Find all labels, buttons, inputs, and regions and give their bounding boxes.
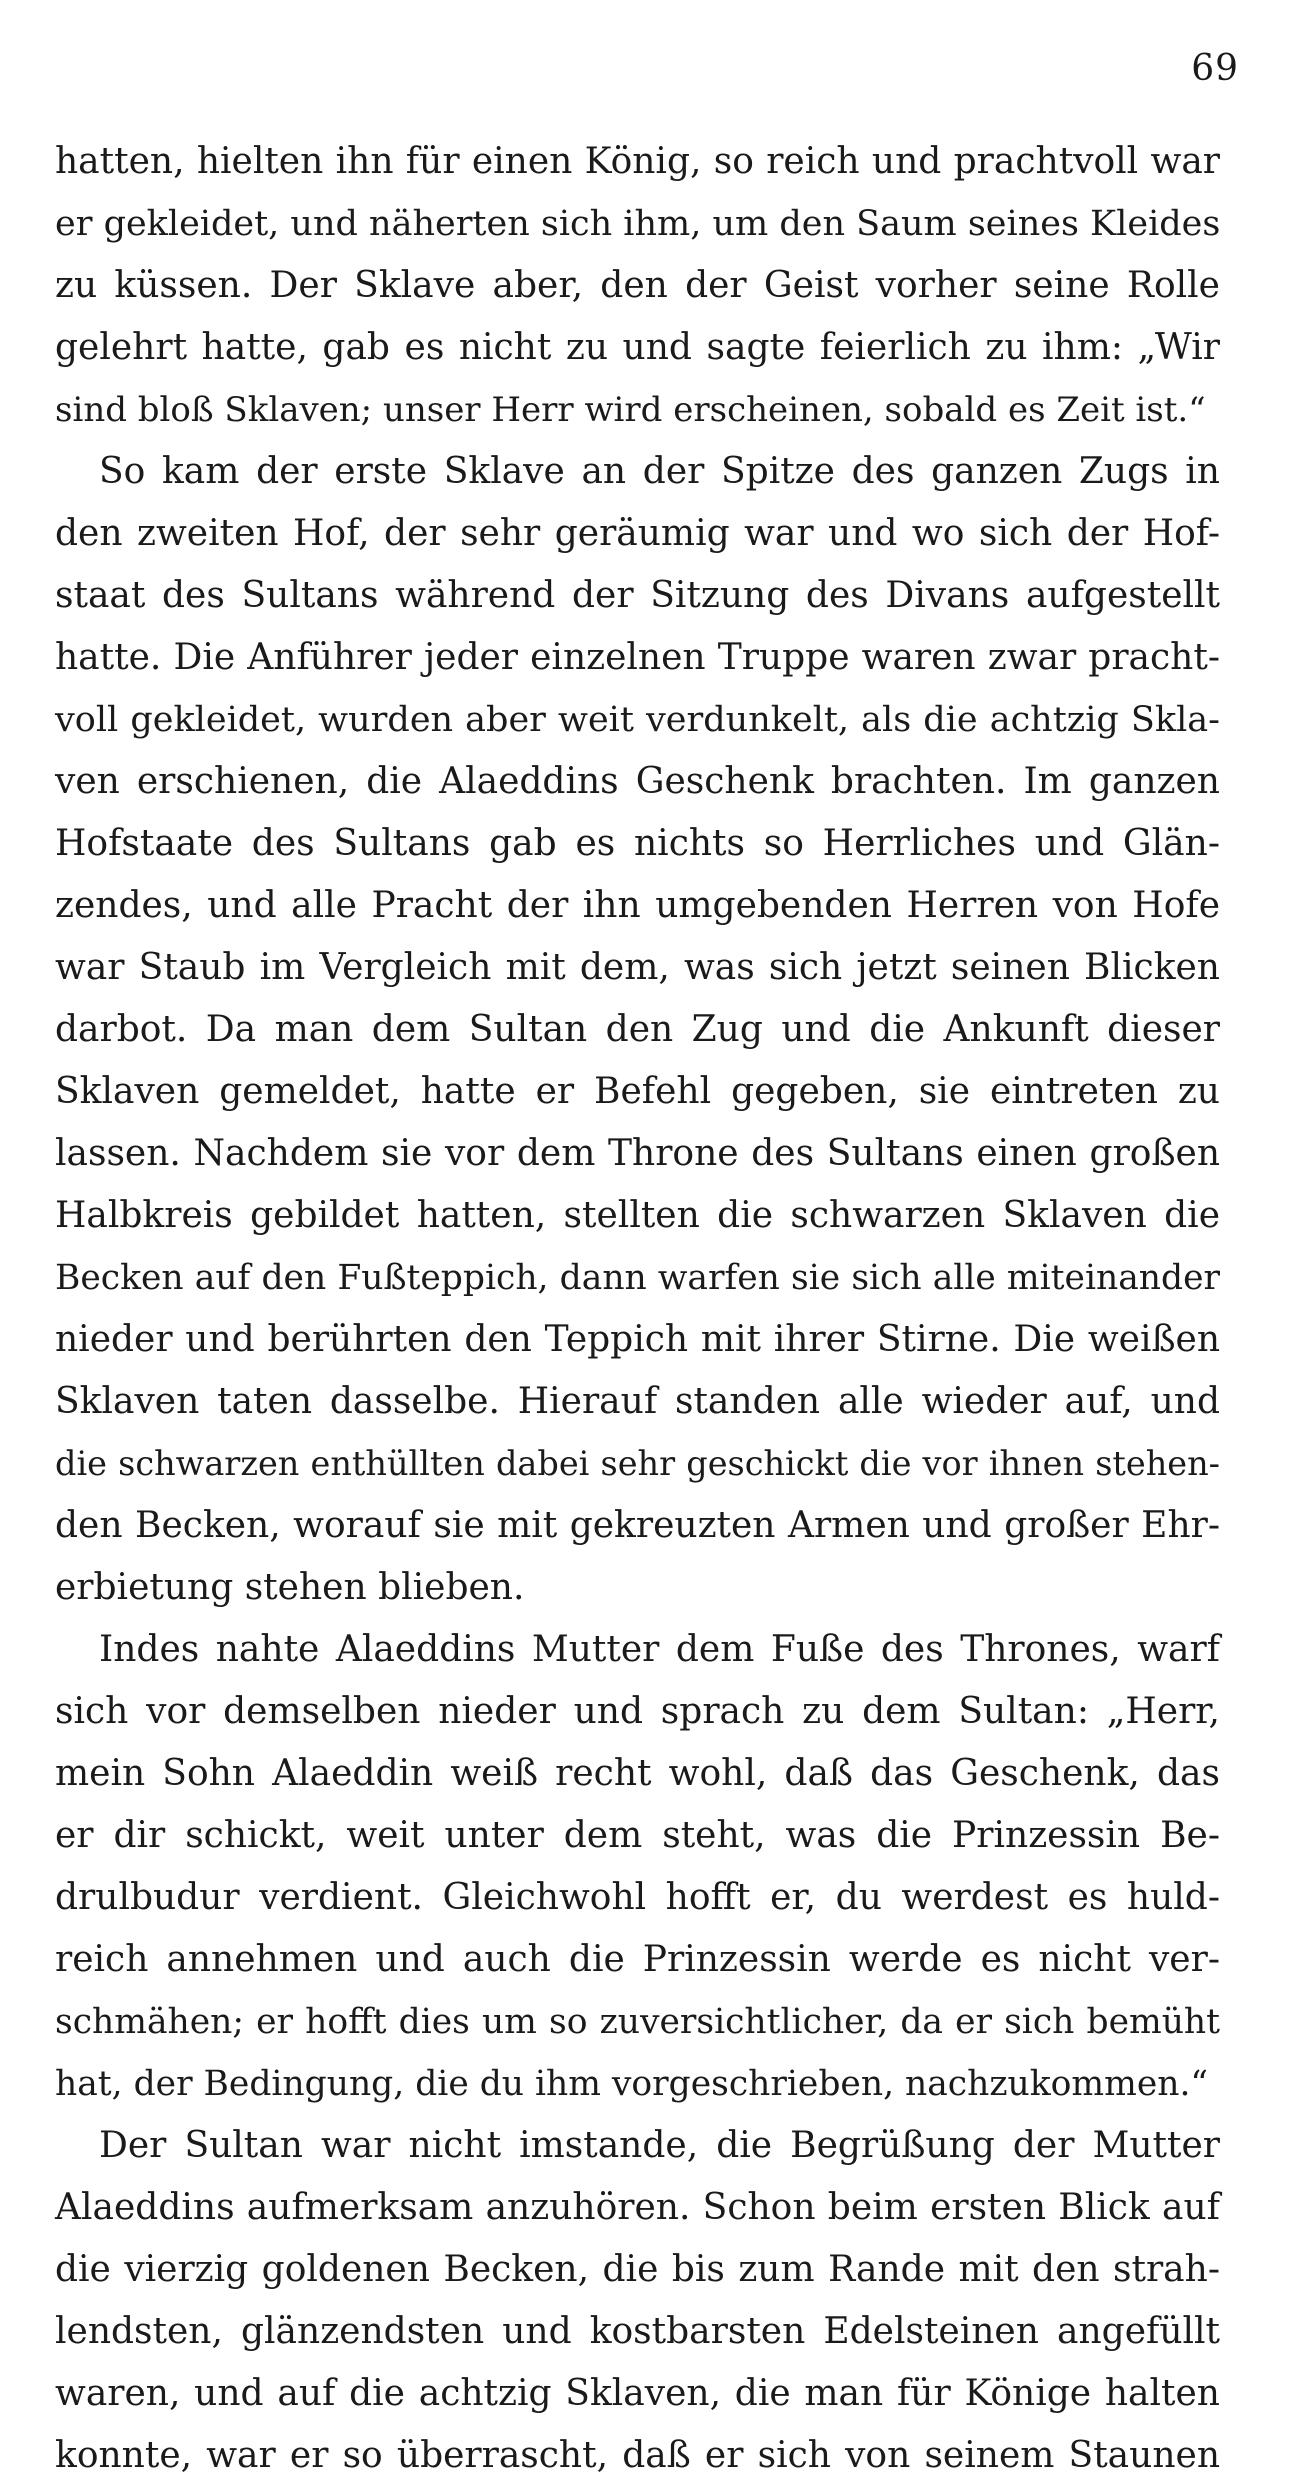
text-line: sich vor demselben nieder und sprach zu dem Sultan: „Herr,	[55, 1691, 1220, 1732]
text-line: staat des Sultans während der Sitzung des Divans aufgestellt	[55, 575, 1220, 616]
text-line: ven erschienen, die Alaeddins Geschenk brachten. Im ganzen	[55, 761, 1220, 802]
text-line: hatte. Die Anführer jeder einzelnen Truppe waren zwar pracht-	[55, 637, 1220, 678]
text-line: er dir schickt, weit unter dem steht, was die Prinzessin Be-	[55, 1815, 1220, 1856]
body-text	[55, 131, 1220, 2487]
text-line: konnte, war er so überrascht, daß er sich von seinem Staunen	[55, 2435, 1220, 2476]
text-line: hatten, hielten ihn für einen König, so reich und prachtvoll war	[55, 141, 1220, 182]
text-line: Indes nahte Alaeddins Mutter dem Fuße des Thrones, warf	[99, 1629, 1220, 1670]
text-line: war Staub im Vergleich mit dem, was sich jetzt seinen Blicken	[55, 947, 1220, 988]
text-line: Sklaven gemeldet, hatte er Befehl gegeben, sie eintreten zu	[55, 1071, 1220, 1112]
text-line: drulbudur verdient. Gleichwohl hofft er, du werdest es huld-	[55, 1877, 1220, 1918]
text-line: Halbkreis gebildet hatten, stellten die schwarzen Sklaven die	[55, 1195, 1220, 1236]
text-line: lendsten, glänzendsten und kostbarsten Edelsteinen angefüllt	[55, 2311, 1220, 2352]
text-line: den Becken, worauf sie mit gekreuzten Armen und großer Ehr-	[55, 1505, 1220, 1546]
text-line: sind bloß Sklaven; unser Herr wird erscheinen, sobald es Zeit ist.“	[55, 390, 1206, 430]
text-line: hat, der Bedingung, die du ihm vorgeschrieben, nachzukommen.“	[55, 2064, 1209, 2104]
text-line: nieder und berührten den Teppich mit ihrer Stirne. Die weißen	[55, 1319, 1220, 1360]
text-line: mein Sohn Alaeddin weiß recht wohl, daß das Geschenk, das	[55, 1753, 1220, 1794]
text-line: er gekleidet, und näherten sich ihm, um den Saum seines Kleides	[55, 204, 1221, 244]
text-line: darbot. Da man dem Sultan den Zug und die Ankunft dieser	[55, 1009, 1220, 1050]
text-line: Hofstaate des Sultans gab es nichts so Herrliches und Glän-	[55, 823, 1220, 864]
text-line: Sklaven taten dasselbe. Hierauf standen alle wieder auf, und	[55, 1381, 1220, 1422]
text-line: die schwarzen enthüllten dabei sehr geschickt die vor ihnen stehen-	[55, 1444, 1220, 1483]
text-line: gelehrt hatte, gab es nicht zu und sagte feierlich zu ihm: „Wir	[55, 327, 1220, 368]
text-line: waren, und auf die achtzig Sklaven, die man für Könige halten	[55, 2373, 1220, 2414]
text-line: lassen. Nachdem sie vor dem Throne des Sultans einen großen	[55, 1133, 1220, 1174]
text-line: So kam der erste Sklave an der Spitze des ganzen Zugs in	[99, 451, 1220, 492]
text-line: reich annehmen und auch die Prinzessin werde es nicht ver-	[55, 1939, 1220, 1980]
text-line: Becken auf den Fußteppich, dann warfen sie sich alle miteinander	[55, 1258, 1220, 1298]
text-line: die vierzig goldenen Becken, die bis zum Rande mit den strah-	[55, 2249, 1220, 2290]
text-line: erbietung stehen blieben.	[55, 1567, 525, 1608]
text-line: zendes, und alle Pracht der ihn umgebenden Herren von Hofe	[55, 885, 1220, 926]
page-number: 69	[1191, 48, 1239, 89]
text-line: den zweiten Hof, der sehr geräumig war und wo sich der Hof-	[55, 513, 1220, 554]
text-line: voll gekleidet, wurden aber weit verdunkelt, als die achtzig Skla-	[55, 700, 1220, 740]
text-line: zu küssen. Der Sklave aber, den der Geist vorher seine Rolle	[55, 265, 1220, 306]
text-line: schmähen; er hofft dies um so zuversichtlicher, da er sich bemüht	[55, 2002, 1220, 2042]
text-line: Der Sultan war nicht imstande, die Begrüßung der Mutter	[99, 2125, 1220, 2166]
text-line: Alaeddins aufmerksam anzuhören. Schon beim ersten Blick auf	[55, 2187, 1220, 2228]
